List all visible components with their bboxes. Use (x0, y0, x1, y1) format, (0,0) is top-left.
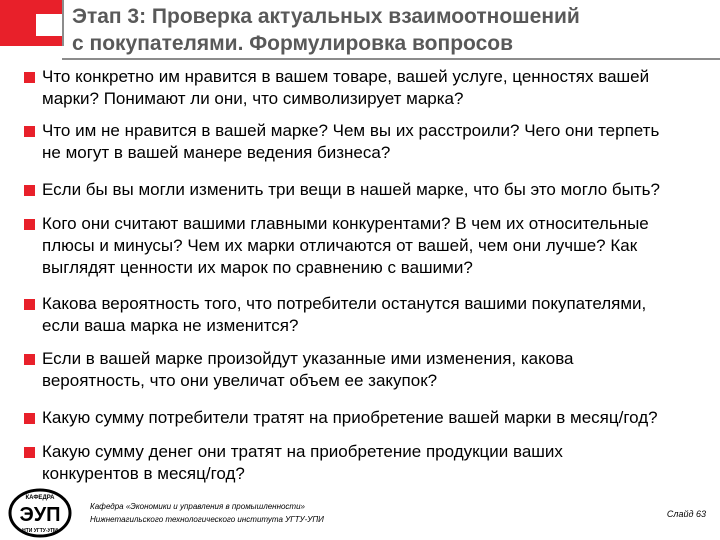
question-line: конкурентов в месяц/год? (42, 464, 245, 483)
question-line: вероятность, что они увеличат объем ее закупок? (42, 371, 438, 390)
department-line: Кафедра «Экономики и управления в промышленности» (90, 502, 305, 511)
department-caption (90, 500, 324, 526)
slide-title-line: Этап 3: Проверка актуальных взаимоотношений (72, 5, 580, 28)
question-line: Что им не нравится в вашей марке? Чем вы их расстроили? Чего они терпеть (42, 121, 660, 140)
question-line: Какова вероятность того, что потребители останутся вашими покупателями, (42, 294, 647, 313)
question-line: Какую сумму денег они тратят на приобретение продукции ваших (42, 442, 563, 461)
question-line: Какую сумму потребители тратят на приобретение вашей марки в месяц/год? (42, 408, 658, 427)
square-bullet-icon (24, 447, 35, 458)
question-text (42, 179, 710, 201)
question-line: плюсы и минусы? Чем их марки отличаются от вашей, чем они лучше? Как (42, 236, 638, 255)
question-line: не могут в вашей манере ведения бизнеса? (42, 143, 391, 162)
slide-footer (0, 470, 720, 540)
square-bullet-icon (24, 354, 35, 365)
square-bullet-icon (24, 126, 35, 137)
department-logo-icon (8, 488, 72, 538)
question-line: если ваша марка не изменится? (42, 316, 299, 335)
square-bullet-icon (24, 185, 35, 196)
question-text (42, 213, 710, 279)
department-line: Нижнетагильского технологического института УГТУ-УПИ (90, 515, 324, 524)
logo-main-text: ЭУП (19, 504, 61, 526)
question-line: Если в вашей марке произойдут указанные ими изменения, какова (42, 349, 574, 368)
slide-number: Слайд 63 (666, 509, 706, 519)
square-bullet-icon (24, 413, 35, 424)
question-text (42, 66, 710, 110)
question-text (42, 120, 710, 164)
question-line: Что конкретно им нравится в вашем товаре, вашей услуге, ценностях вашей (42, 67, 650, 86)
logo-bottom-text: НТИ УГТУ-УПИ (22, 528, 58, 534)
slide-title-line: с покупателями. Формулировка вопросов (72, 32, 513, 55)
question-text (42, 407, 710, 429)
question-line: выглядят ценности их марок по сравнению с вашими? (42, 258, 473, 277)
question-text (42, 293, 710, 337)
square-bullet-icon (24, 72, 35, 83)
square-bullet-icon (24, 299, 35, 310)
square-bullet-icon (24, 219, 35, 230)
logo-top-text: КАФЕДРА (25, 495, 55, 501)
question-text (42, 348, 710, 392)
question-line: марки? Понимают ли они, что символизирует марка? (42, 89, 464, 108)
question-line: Если бы вы могли изменить три вещи в нашей марке, что бы это могло быть? (42, 180, 660, 199)
question-line: Кого они считают вашими главными конкурентами? В чем их относительные (42, 214, 649, 233)
